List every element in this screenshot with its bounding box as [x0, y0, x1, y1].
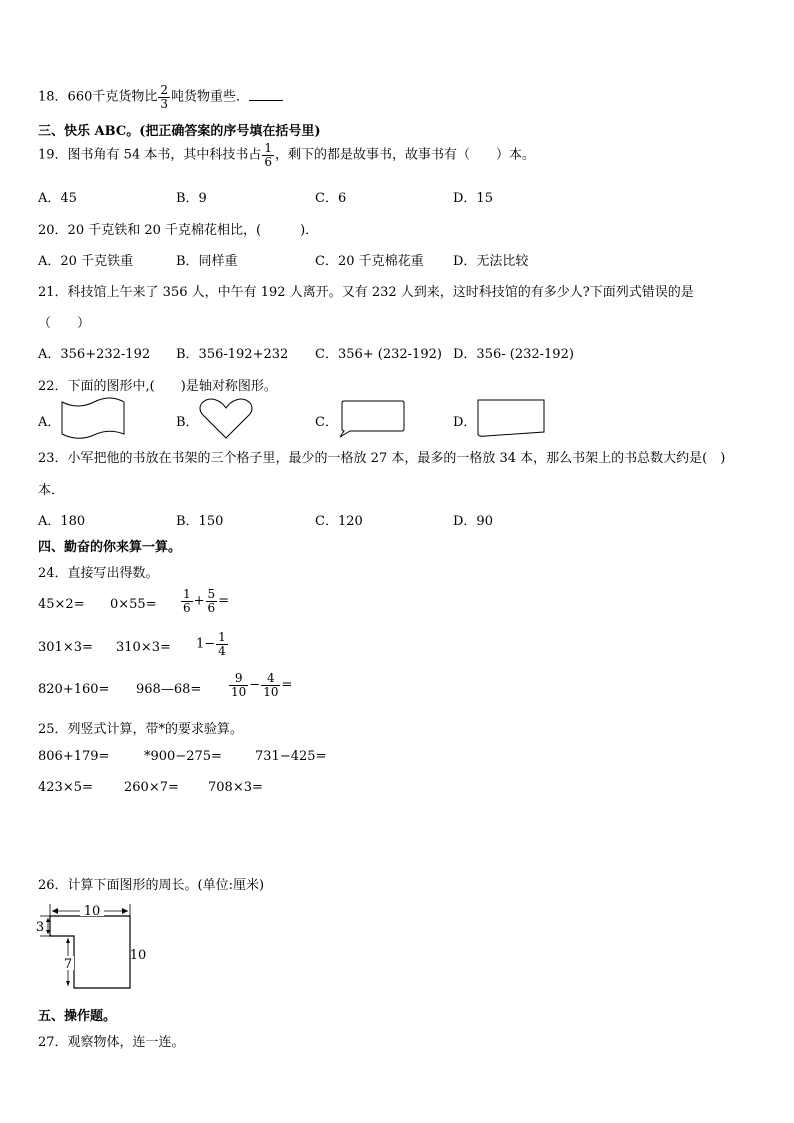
section-heading-4: 四、勤奋的你来算一算。 [38, 540, 182, 555]
calc-item[interactable]: 423×5= [38, 780, 93, 795]
fraction: $\frac{1}{6}$ [264, 141, 272, 169]
question-18 [38, 84, 283, 110]
option-c[interactable]: C．6 [315, 191, 347, 206]
calc-item[interactable]: 0×55= [110, 597, 157, 612]
option-c[interactable]: C．20 千克棉花重 [315, 254, 424, 269]
option-a[interactable]: A．20 千克铁重 [38, 254, 134, 269]
question-25-title: 25．列竖式计算，带*的要求验算。 [38, 722, 244, 737]
question-21-paren: （ ） [38, 316, 91, 331]
calc-item[interactable]: 310×3= [116, 640, 171, 655]
option-a-label[interactable]: A． [38, 415, 61, 430]
question-26-title: 26．计算下面图形的周长。(单位:厘米) [38, 878, 265, 893]
fraction: $\frac{2}{3}$ [160, 83, 169, 111]
calc-item[interactable]: 820+160= [38, 682, 110, 697]
fraction-calc-3[interactable]: $\frac{9}{10}$ − $\frac{4}{10}$ = [231, 671, 293, 699]
curled-rectangle-shape[interactable] [474, 398, 548, 440]
option-b-label[interactable]: B． [176, 415, 199, 430]
question-19: 19．图书角有 54 本书，其中科技书占 $\frac{1}{6}$ ，剩下的都是故事书，故事书有（ ）本。 [38, 141, 536, 169]
option-a[interactable]: A．180 [38, 514, 86, 529]
perimeter-figure [34, 902, 154, 994]
option-d[interactable]: D．无法比较 [453, 254, 529, 269]
option-a[interactable]: A．45 [38, 191, 77, 206]
dim-top: 10 [83, 904, 101, 919]
calc-item[interactable]: 968—68= [136, 682, 202, 697]
calc-item[interactable]: 45×2= [38, 597, 85, 612]
dim-inner: 7 [63, 957, 73, 972]
option-d[interactable]: D．356- (232-192) [453, 347, 574, 362]
option-c-label[interactable]: C． [315, 415, 338, 430]
question-text: 660千克货物比 [67, 89, 158, 105]
dim-right: 10 [129, 948, 147, 963]
calc-item[interactable]: 806+179= [38, 749, 110, 764]
question-number: 18． [38, 89, 68, 105]
answer-blank[interactable] [249, 89, 283, 101]
option-c[interactable]: C．356+ (232-192) [315, 347, 442, 362]
calc-item[interactable]: *900−275= [144, 749, 222, 764]
option-a[interactable]: A．356+232-192 [38, 347, 151, 362]
option-d[interactable]: D．15 [453, 191, 493, 206]
question-23: 23．小军把他的书放在书架的三个格子里，最少的一格放 27 本，最多的一格放 34 本，那么书架上的书总数大约是( ) [38, 451, 726, 466]
calc-item[interactable]: 301×3= [38, 640, 93, 655]
option-b[interactable]: B．150 [176, 514, 224, 529]
calc-item[interactable]: 708×3= [208, 780, 263, 795]
fraction-calc-2[interactable]: 1− $\frac{1}{4}$ [196, 630, 226, 658]
section-heading-5: 五、操作题。 [38, 1009, 117, 1024]
question-22: 22．下面的图形中,( )是轴对称图形。 [38, 379, 277, 394]
dim-left: 3 [35, 920, 45, 935]
question-27: 27．观察物体，连一连。 [38, 1035, 185, 1050]
question-20: 20．20 千克铁和 20 千克棉花相比，( )． [38, 223, 319, 238]
option-c[interactable]: C．120 [315, 514, 363, 529]
option-b[interactable]: B．同样重 [176, 254, 238, 269]
option-b[interactable]: B．9 [176, 191, 207, 206]
wavy-flag-shape[interactable] [60, 398, 126, 440]
question-21: 21．科技馆上午来了 356 人，中午有 192 人离开。又有 232 人到来，这时科技馆的有多少人?下面列式错误的是 [38, 285, 694, 300]
option-d-label[interactable]: D． [453, 415, 477, 430]
option-d[interactable]: D．90 [453, 514, 493, 529]
question-24-title: 24．直接写出得数。 [38, 566, 159, 581]
heart-shape[interactable] [198, 398, 254, 440]
calc-item[interactable]: 731−425= [255, 749, 327, 764]
option-b[interactable]: B．356-192+232 [176, 347, 289, 362]
fraction-calc-1[interactable]: $\frac{1}{6}$ + $\frac{5}{6}$ = [183, 587, 230, 615]
speech-bubble-shape[interactable] [336, 399, 408, 439]
question-23-end: 本． [38, 483, 65, 498]
question-text-end: 吨货物重些． [171, 89, 250, 105]
section-heading-3: 三、快乐 ABC。(把正确答案的序号填在括号里) [38, 124, 321, 139]
calc-item[interactable]: 260×7= [124, 780, 179, 795]
